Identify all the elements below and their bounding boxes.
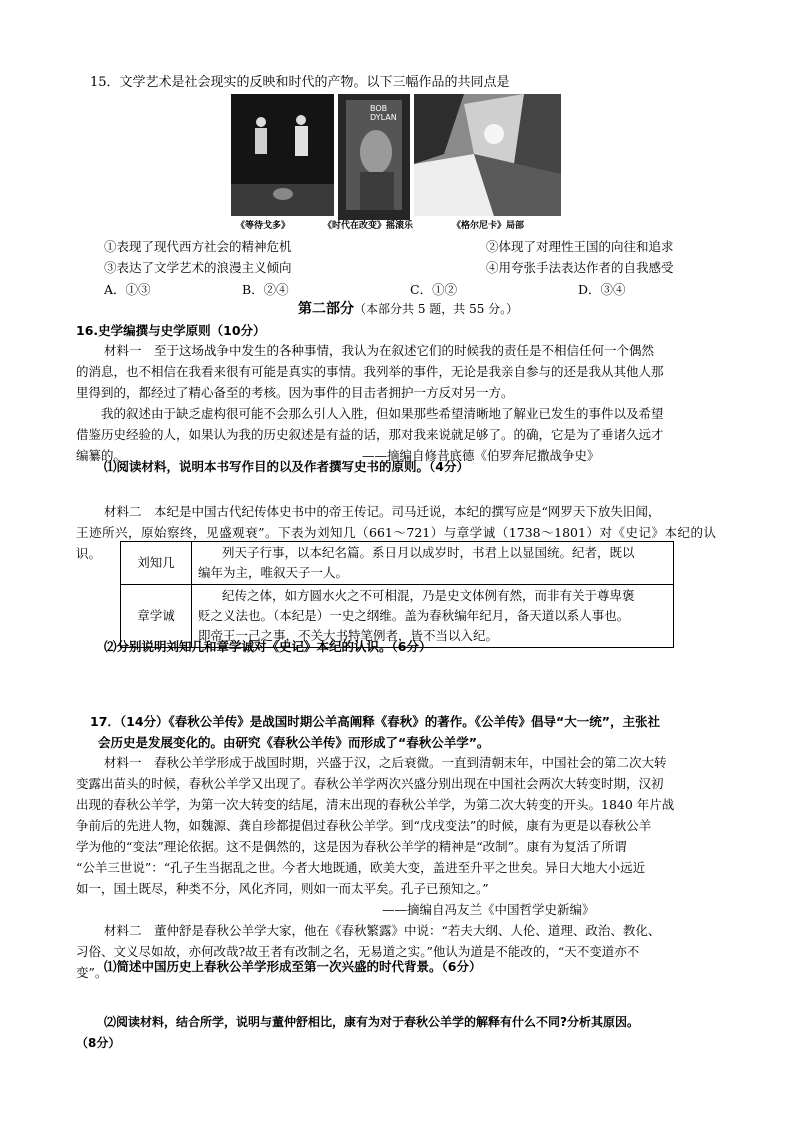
q17-title-line: 17．（14分）《春秋公羊传》是战国时期公羊高阐释《春秋》的著作。《公羊传》倡导“大一统”，主张社 [90, 714, 660, 729]
option-a[interactable]: A．①③ [104, 282, 151, 297]
q17-m1-line: 学为他的“变法”理论依据。这不是偶然的，这是因为春秋公羊学的精神是“改制”。康有为复活了所谓 [76, 839, 627, 854]
q17-q2-line: （8分） [76, 1036, 121, 1050]
option-c[interactable]: C．①② [410, 282, 458, 297]
q16-m1-line: 里得到的，都经过了精心备至的考核。因为事件的目击者拥护一方反对另一方。 [76, 385, 514, 400]
q17-m1-line: 变露出苗头的时候，春秋公羊学又出现了。春秋公羊学两次兴盛分别出现在中国社会两次大转变时期，汉初 [76, 776, 664, 791]
waiting-for-godot-photo [231, 94, 334, 216]
part2-title: 第二部分 [298, 301, 354, 317]
q17-question-1: ⑴简述中国历史上春秋公羊学形成至第一次兴盛的时代背景。（6分） [104, 959, 482, 974]
q17-m2-line: 习俗、文义尽如故，亦何改哉?故王者有改制之名，无易道之实。”他认为道是不能改的，“天不变道亦不 [76, 944, 640, 959]
option-b[interactable]: B．②④ [242, 282, 289, 297]
q16-m1-line: 的消息，也不相信在我看来很有可能是真实的事情。我列举的事件，无论是我亲自参与的还是我从其他人那 [76, 364, 664, 379]
statement-2: ②体现了对理性王国的向往和追求 [486, 239, 674, 254]
q16-m1-line: 借鉴历史经验的人，如果认为我的历史叙述是有益的话，那对我来说就足够了。的确，它是为了垂诸久远才 [76, 427, 664, 442]
caption-guernica: 《格尔尼卡》局部 [452, 221, 525, 231]
q16-question-1: ⑴阅读材料，说明本书写作目的以及作者撰写史书的原则。（4分） [104, 459, 469, 474]
table-name-cell: 章学诚 [121, 585, 192, 648]
q16-m1-line: 材料一 至于这场战争中发生的各种事情，我认为在叙述它们的时候我的责任是不相信任何一个偶然 [104, 343, 655, 358]
q17-m1-line: 如一，国土既尽，种类不分，风化齐同，则如一而太平矣。孔子已预知之。” [76, 881, 489, 896]
statement-1: ①表现了现代西方社会的精神危机 [104, 239, 292, 254]
q16-m2-line: 材料二 本纪是中国古代纪传体史书中的帝王传记。司马迁说，本纪的撰写应是“网罗天下放失旧闻， [104, 504, 661, 519]
caption-times: 《时代在改变》摇滚乐 [323, 221, 414, 231]
q17-m2-line: 材料二 董仲舒是春秋公羊学大家，他在《春秋繁露》中说：“若夫大纲、人伦、道理、政治、教化、 [104, 923, 661, 938]
q17-m1-line: 出现的春秋公羊学，为第一次大转变的结尾，清末出现的春秋公羊学，为第二次大转变的开头。1840 年片战 [76, 797, 675, 812]
q17-title-line: 会历史是发展变化的。由研究《春秋公羊传》而形成了“春秋公羊学”。 [98, 735, 490, 750]
album-title: BOB DYLAN [370, 104, 397, 122]
part2-note: （本部分共 5 题，共 55 分。） [354, 302, 519, 316]
table-line: 贬之义法也。（本纪是）一史之纲维。盖为春秋编年纪月，备天道以系人事也。 [198, 608, 630, 623]
q17-m1-line: 材料一 春秋公羊学形成于战国时期，兴盛于汉，之后衰微。一直到清朝末年，中国社会的第二次大转 [104, 755, 667, 770]
q17-m1-line: 争前后的先进人物，如魏源、龚自珍都提倡过春秋公羊学。到“戊戌变法”的时候，康有为更是以春秋公羊 [76, 818, 652, 833]
q16-m2-line: 王迹所兴，原始察终，见盛观衰”。下表为刘知几（661～721）与章学诚（1738～1801）对《史记》本纪的认识。 [76, 525, 716, 561]
bob-dylan-album-cover [338, 94, 410, 220]
q17-m1-line: “公羊三世说”：“孔子生当据乱之世。今者大地既通，欧美大变，盖进至升平之世矣。异日大地大小远近 [76, 860, 646, 875]
table-name-cell: 刘知几 [121, 542, 192, 585]
historians-table [120, 541, 674, 648]
table-row [121, 542, 674, 585]
q16-title: 16.史学编撰与史学原则（10分） [76, 323, 266, 338]
statement-4: ④用夸张手法表达作者的自我感受 [486, 260, 674, 275]
table-content-cell [192, 542, 674, 585]
guernica-detail-image [414, 94, 561, 216]
table-line: 列天子行事，以本纪名篇。系日月以成岁时，书君上以显国统。纪者，既以 [222, 545, 635, 560]
table-line: 即帝王一己之事，不关大书特笔例者，皆不当以入纪。 [198, 628, 499, 643]
caption-godot: 《等待戈多》 [236, 221, 291, 231]
q17-m2-line: 变”。 [76, 965, 108, 980]
table-line: 纪传之体，如方圆水火之不可相混，乃是史文体例有然，而非有关于尊卑褒 [222, 588, 635, 603]
table-line: 编年为主，唯叙天子一人。 [198, 565, 349, 580]
statement-3: ③表达了文学艺术的浪漫主义倾向 [104, 260, 292, 275]
q15-stem: 15．文学艺术是社会现实的反映和时代的产物。以下三幅作品的共同点是 [90, 75, 510, 90]
q16-m1-line: 编纂的。 [76, 448, 127, 463]
q17-material-1 [76, 752, 716, 920]
q17-title [90, 711, 716, 753]
q16-question-2: ⑵分别说明刘知几和章学诚对《史记》本纪的认识。（6分） [104, 639, 432, 654]
q17-q2-line: ⑵阅读材料，结合所学，说明与董仲舒相比，康有为对于春秋公羊学的解释有什么不同?分析其原因。 [104, 1015, 639, 1029]
q16-m1-source: ——摘编自修昔底德《伯罗奔尼撒战争史》 [362, 448, 600, 463]
q16-material-1 [76, 340, 716, 466]
q17-question-2 [76, 1012, 716, 1054]
q16-m1-line: 我的叙述由于缺乏虚构很可能不会那么引人入胜，但如果那些希望清晰地了解业已发生的事件以及希望 [76, 406, 664, 421]
option-d[interactable]: D．③④ [578, 282, 626, 297]
part2-heading [298, 298, 518, 318]
q17-m1-source: ——摘编自冯友兰《中国哲学史新编》 [382, 902, 595, 917]
